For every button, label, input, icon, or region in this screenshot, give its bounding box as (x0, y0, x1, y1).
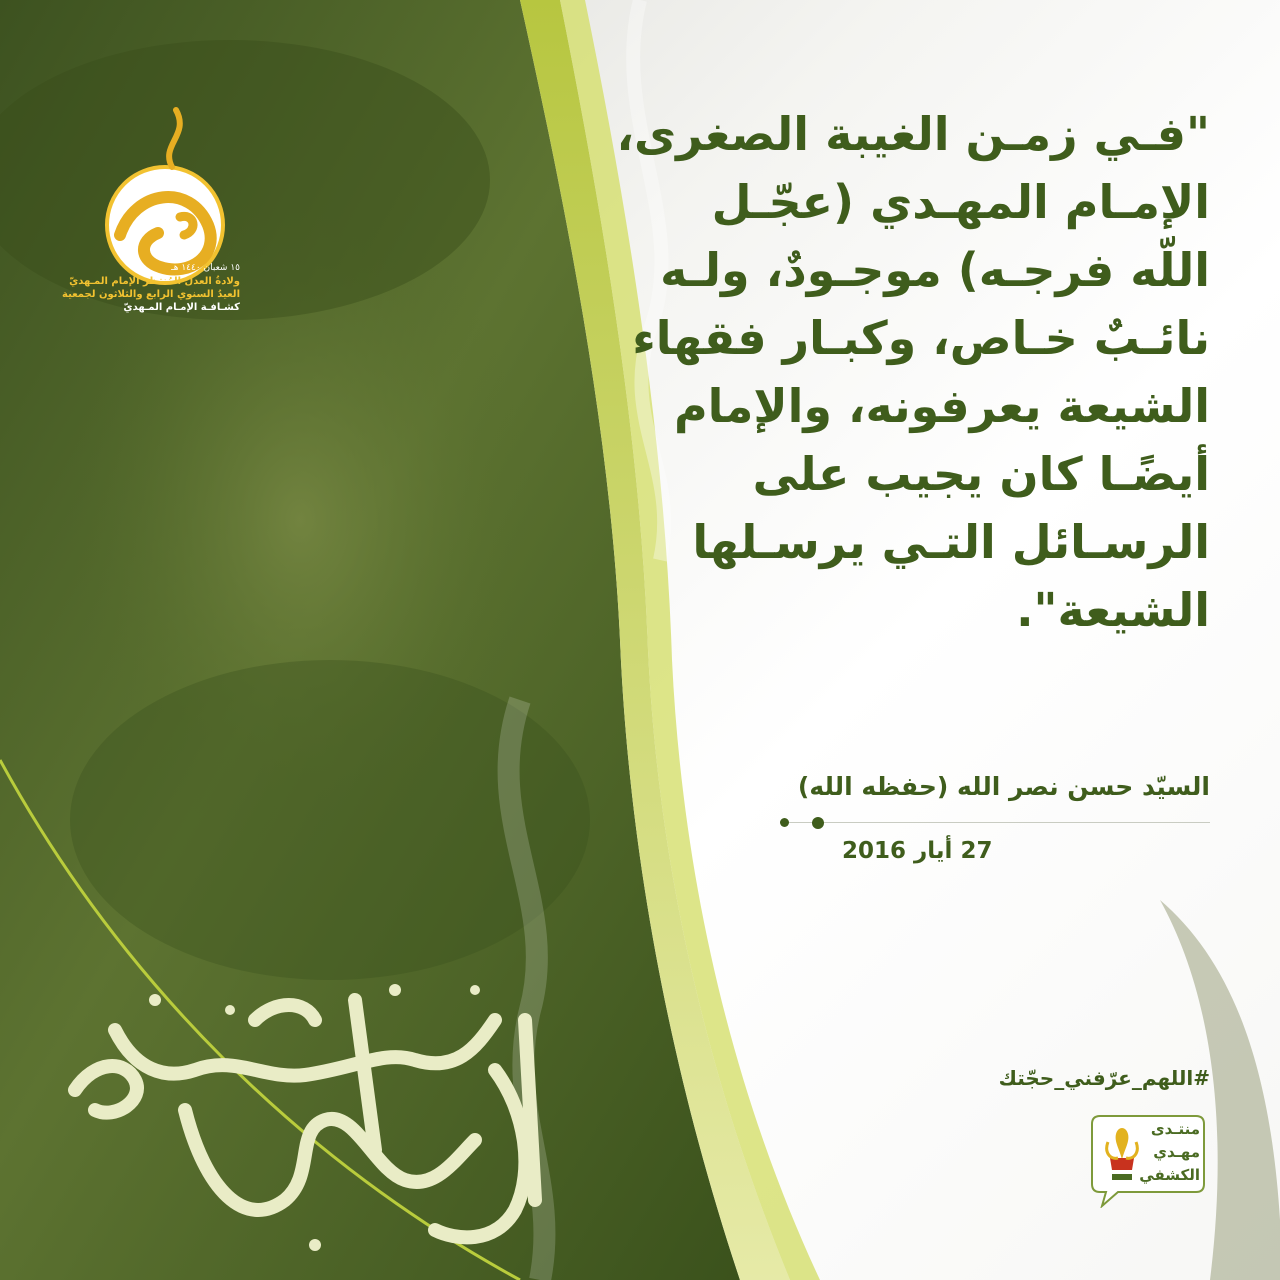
quote-line: أيضًـا كان يجيب على (752, 447, 1210, 501)
quote-date: 27 أيار 2016 (842, 838, 993, 864)
logo-caption (40, 262, 240, 314)
quote-line: نائـبٌ خـاص، وكبـار فقهاء (632, 311, 1210, 365)
logo-line-4: كشـافـة الإمـام المـهديّ (123, 302, 240, 313)
hashtag: #اللهم_عرّفني_حجّتك (998, 1066, 1210, 1090)
grey-swoosh (1160, 900, 1280, 1280)
divider-dot (780, 818, 789, 827)
calligraphy-art (55, 960, 555, 1260)
logo-line-2: ولادةُ العدل المُنتظر الإمام المـهديّ (69, 276, 240, 287)
forum-badge-text (1128, 1118, 1200, 1187)
logo-line-3: العيدُ السنوي الرابع والثلاثون لجمعية (62, 289, 240, 300)
badge-line: الكشفي (1139, 1166, 1200, 1184)
logo-date: ١٥ شعبان ١٤٤٠ هـ (171, 263, 240, 273)
badge-line: منتـدى (1150, 1120, 1200, 1138)
quote-line: الإمـام المهـدي (عجّـل (711, 175, 1210, 229)
quote-line: الشيعة". (1016, 583, 1210, 637)
quote-line: الرسـائل التـي يرسـلها (692, 515, 1210, 569)
badge-line: مهـدي (1153, 1143, 1200, 1161)
divider-dot (812, 817, 824, 829)
author-name: السيّد حسن نصر الله (حفظه الله) (797, 772, 1210, 801)
quote-line: "فـي زمـن الغيبة الصغرى، (616, 107, 1210, 161)
divider-line (780, 822, 1210, 823)
quote-line: اللّه فرجـه) موجـودٌ، ولـه (660, 243, 1210, 297)
quote-line: الشيعة يعرفونه، والإمام (673, 379, 1210, 433)
quote-text (590, 100, 1210, 644)
